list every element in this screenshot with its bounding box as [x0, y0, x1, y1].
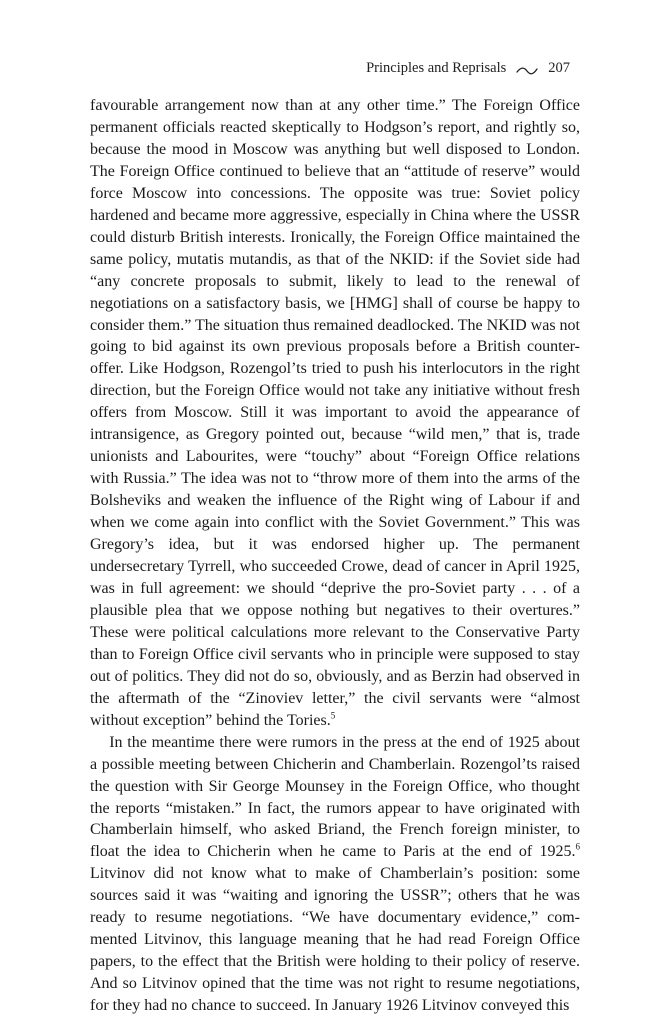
page-number: 207: [548, 60, 570, 76]
running-head: [366, 60, 570, 77]
swash-icon: [516, 64, 538, 74]
paragraph: [90, 732, 580, 1017]
footnote-ref: 6: [575, 842, 580, 853]
paragraph-text: In the meantime there were rumors in the press at the end of 1925 about a possible meeting between Chicherin and Chamberlain. Rozengol’ts raised the question with Sir George Mounsey in the Foreign Office, who thought the reports “mistaken.” In fact, the rumors appear to have originated with Chamberlain himself, who asked Briand, the French foreign minister, to float the idea to Chicherin when he came to Paris at the end of 1925.: [90, 733, 580, 861]
footnote-ref: 5: [330, 710, 336, 721]
body-text: [90, 95, 580, 1017]
paragraph-text: Litvinov did not know what to make of Chamberlain’s position: some sources said it was “waiting and ignoring the USSR”; others that he was ready to resume negotiations. “We have documentary evidence,” commented Litvinov, this language meaning that he had read Foreign Office papers, to the effect that the British were holding to their policy of reserve. And so Litvinov opined that the time was not right to resume negotiations, for they had no chance to succeed. In January 1926 Litvinov conveyed this: [90, 865, 580, 1015]
running-head-title: Principles and Reprisals: [366, 60, 507, 76]
paragraph-text: favourable arrangement now than at any other time.” The Foreign Office permanent officials reacted skeptically to Hodgson’s report, and rightly so, because the mood in Moscow was anything but well disposed to London. The Foreign Office continued to believe that an “attitude of reserve” would force Moscow into concessions. The opposite was true: Soviet policy hardened and became more aggressive, especially in China where the USSR could disturb British interests. Ironically, the Foreign Office maintained the same policy, mutatis mutandis, as that of the NKID: if the Soviet side had “any concrete proposals to submit, likely to lead to the renewal of negotiations on a satisfactory basis, we [HMG] shall of course be happy to consider them.” The situation thus remained deadlocked. The NKID was not going to bid against its own previous proposals before a British counter-offer. Like Hodgson, Rozengol’ts tried to push his interlocutors in the right direction, but the Foreign Office would not take any initiative without fresh offers from Moscow. Still it was important to avoid the appearance of intransigence, as Gregory pointed out, because “wild men,” that is, trade unionists and Labourites, were “touchy” about “Foreign Office relations with Russia.” The idea was not to “throw more of them into the arms of the Bolsheviks and weaken the influence of the Right wing of Labour if and when we come again into conflict with the Soviet Government.” This was Gregory’s idea, but it was endorsed higher up. The permanent undersecretary Tyrrell, who succeeded Crowe, dead of cancer in April 1925, was in full agreement: we should “deprive the pro-Soviet party . . . of a plausible plea that we oppose nothing but negatives to their overtures.” These were political calculations more relevant to the Conservative Party than to Foreign Office civil servants who in principle were supposed to stay out of politics. They did not do so, obviously, and as Berzin had observed in the aftermath of the “Zinoviev letter,” the civil servants were “almost without exception” behind the Tories.: [90, 97, 580, 729]
paragraph: [90, 95, 580, 732]
